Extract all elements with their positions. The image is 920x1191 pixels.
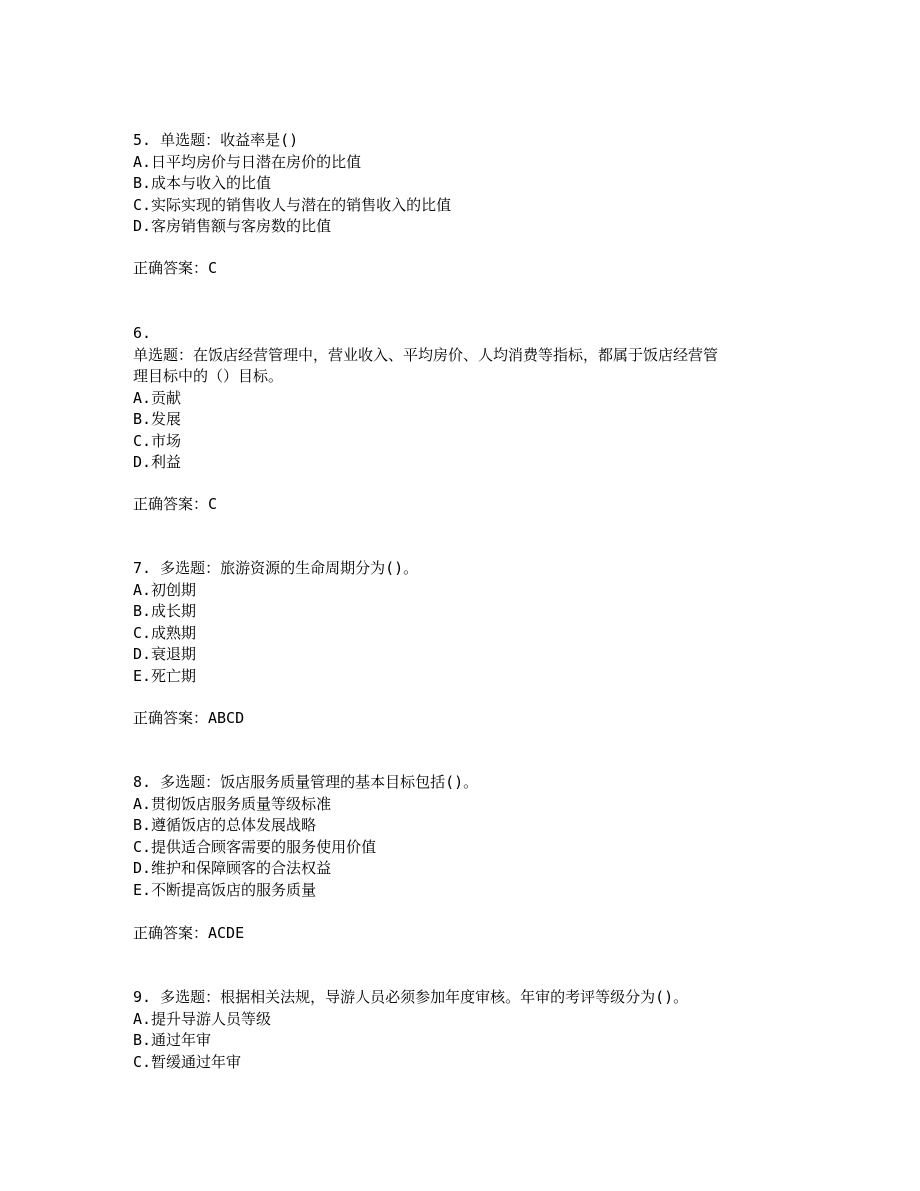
question-6	[133, 323, 793, 474]
option-a: A.贡献	[133, 388, 182, 407]
option-b: B.通过年审	[133, 1031, 212, 1049]
answer-5: 正确答案：C	[133, 259, 218, 277]
question-9	[133, 987, 793, 1073]
option-d: D.利益	[133, 453, 182, 471]
answer-6: 正确答案：C	[133, 495, 218, 513]
option-a: A.贯彻饭店服务质量等级标准	[133, 794, 332, 813]
answer-8: 正确答案：ACDE	[133, 924, 245, 942]
question-stem: 7. 多选题：旅游资源的生命周期分为()。	[133, 559, 419, 577]
answer-7: 正确答案：ABCD	[133, 709, 245, 727]
question-stem-continued: 理目标中的（）目标。	[133, 367, 284, 385]
option-e: E.死亡期	[133, 666, 197, 685]
question-stem: 9. 多选题：根据相关法规，导游人员必须参加年度审核。年审的考评等级分为()。	[133, 988, 689, 1006]
question-5	[133, 130, 793, 238]
question-stem: 5. 单选题：收益率是()	[133, 131, 299, 149]
question-number: 6.	[133, 324, 152, 342]
option-a: A.日平均房价与日潜在房价的比值	[133, 152, 362, 171]
option-b: B.成长期	[133, 602, 197, 620]
option-d: D.维护和保障顾客的合法权益	[133, 859, 332, 877]
option-d: D.客房销售额与客房数的比值	[133, 217, 332, 235]
option-a: A.初创期	[133, 580, 197, 599]
question-stem: 单选题：在饭店经营管理中，营业收入、平均房价、人均消费等指标，都属于饭店经营管	[133, 345, 719, 364]
option-b: B.发展	[133, 410, 182, 428]
question-stem: 8. 多选题：饭店服务质量管理的基本目标包括()。	[133, 773, 479, 791]
option-c: C.成熟期	[133, 623, 197, 642]
option-c: C.提供适合顾客需要的服务使用价值	[133, 837, 377, 856]
option-d: D.衰退期	[133, 645, 197, 663]
option-a: A.提升导游人员等级	[133, 1009, 272, 1028]
option-b: B.成本与收入的比值	[133, 174, 272, 192]
option-e: E.不断提高饭店的服务质量	[133, 880, 317, 899]
option-c: C.市场	[133, 431, 182, 450]
option-b: B.遵循饭店的总体发展战略	[133, 816, 317, 834]
question-8	[133, 772, 793, 901]
option-c: C.暂缓通过年审	[133, 1052, 242, 1071]
question-7	[133, 558, 793, 687]
option-c: C.实际实现的销售收人与潜在的销售收入的比值	[133, 195, 452, 214]
